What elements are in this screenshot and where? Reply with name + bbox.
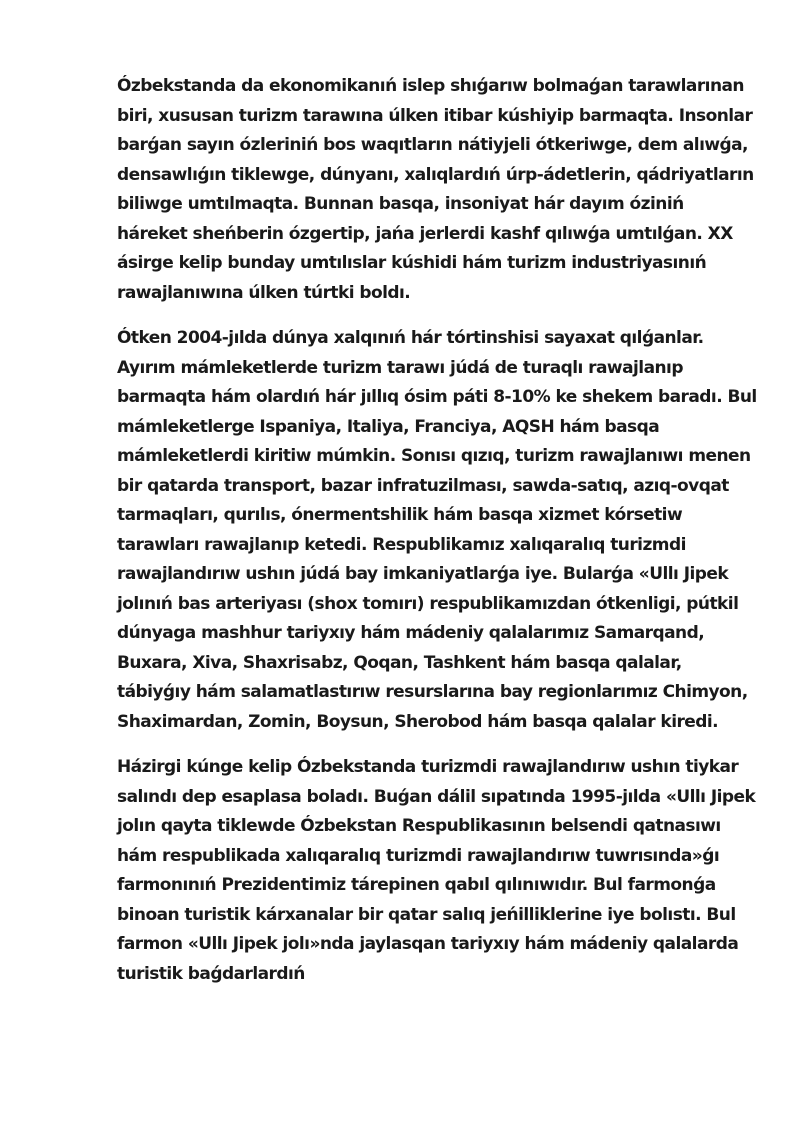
- document-page: [117, 72, 757, 1005]
- paragraph-1: Ózbekstanda da ekonomikanıń islep shıǵarıw bolmaǵan tarawlarınan biri, xususan turizm tarawına úlken itibar kúshiyip barmaqta. Insonlar barǵan sayın ózleriniń bos waqıtların nátiyjeli ótkeriwge, dem alıwǵa, densawlıǵın tiklewge, dúnyanı, xalıqlardıń úrp-ádetlerin, qádriyatların biliwge umtılmaqta. Bunnan basqa, insoniyat hár dayım óziniń háreket sheńberin ózgertip, jańa jerlerdi kashf qılıwǵa umtılǵan. XX ásirge kelip bunday umtılıslar kúshidi hám turizm industriyasınıń rawajlanıwına úlken túrtki boldı.: [117, 76, 754, 303]
- paragraph-2: Ótken 2004-jılda dúnya xalqınıń hár tórtinshisi sayaxat qılǵanlar. Ayırım mámleketlerde turizm tarawı júdá de turaqlı rawajlanıp barmaqta hám olardıń hár jıllıq ósim páti 8-10% ke shekem baradı. Bul mámleketlerge Ispaniya, Italiya, Franciya, AQSH hám basqa mámleketlerdi kiritiw múmkin. Sonısı qızıq, turizm rawajlanıwı menen bir qatarda transport, bazar infratuzilması, sawda-satıq, azıq-ovqat tarmaqları, qurılıs, ónermentshilik hám basqa xizmet kórsetiw tarawları rawajlanıp ketedi. Respublikamız xalıqaralıq turizmdi rawajlandırıw ushın júdá bay imkaniyatlarǵa iye. Bularǵa «Ullı Jipek jolınıń bas arteriyası (shox tomırı) respublikamızdan ótkenligi, pútkil dúnyaga mashhur tariyxıy hám mádeniy qalalarımız Samarqand, Buxara, Xiva, Shaxrisabz, Qoqan, Tashkent hám basqa qalalar, tábiyǵıy hám salamatlastırıw resurslarına bay regionlarımız Chimyon, Shaximardan, Zomin, Boysun, Sherobod hám basqa qalalar kiredi.: [117, 328, 757, 732]
- paragraph-3: Házirgi kúnge kelip Ózbekstanda turizmdi rawajlandırıw ushın tiykar salındı dep esaplasa boladı. Buǵan dálil sıpatında 1995-jılda «Ullı Jipek jolın qayta tiklewde Ózbekstan Respublikasının belsendi qatnasıwı hám respublikada xalıqaralıq turizmdi rawajlandırıw tuwrısında»ǵı farmonınıń Prezidentimiz tárepinen qabıl qılınıwıdır. Bul farmonǵa binoan turistik kárxanalar bir qatar salıq jeńilliklerine iye bolıstı. Bul farmon «Ullı Jipek jolı»nda jaylasqan tariyxıy hám mádeniy qalalarda turistik baǵdarlardıń: [117, 757, 756, 984]
